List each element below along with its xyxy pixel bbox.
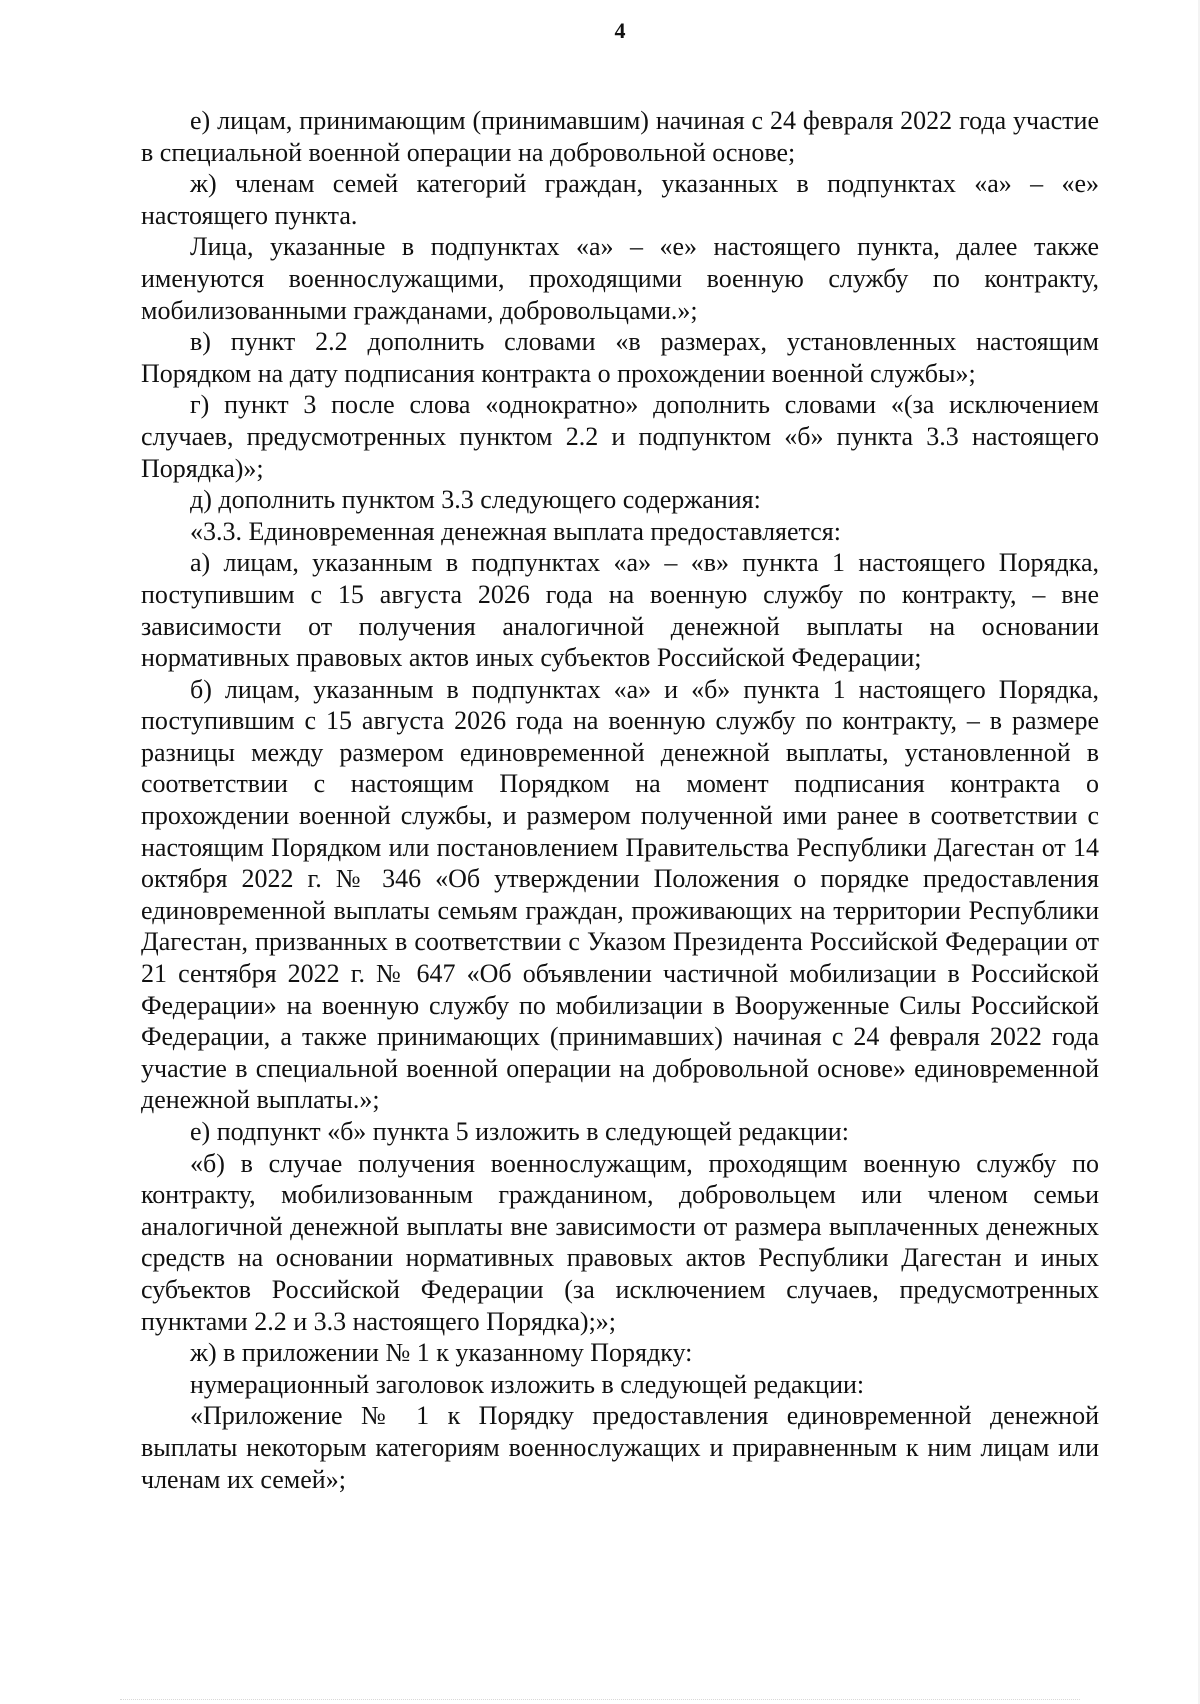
paragraph-clause-3-3-a: а) лицам, указанным в подпунктах «а» – «в» пункта 1 настоящего Порядка, поступившим с 15 августа 2026 года на военную службу по контракту, – вне зависимости от получения аналогичной денежной выплаты на основании нормативных правовых актов иных субъектов Российской Федерации; bbox=[141, 548, 1099, 673]
scan-bottom-edge bbox=[120, 1698, 1080, 1700]
paragraph-subclause-b: «б) в случае получения военнослужащим, проходящим военную службу по контракту, мобилизованным гражданином, добровольцем или членом семьи аналогичной денежной выплаты вне зависимости от размера выплаченных денежных средств на основании нормативных правовых актов Республики Дагестан и иных субъектов Российской Федерации (за исключением случаев, предусмотренных пунктами 2.2 и 3.3 настоящего Порядка);»; bbox=[141, 1148, 1099, 1336]
paragraph-appendix-heading: «Приложение № 1 к Порядку предоставления единовременной денежной выплаты некоторым категориям военнослужащих и приравненным к ним лицам или членам их семей»; bbox=[141, 1401, 1099, 1494]
paragraph-clause-3-3: «3.3. Единовременная денежная выплата предоставляется: bbox=[190, 516, 841, 546]
paragraph-amend-v: в) пункт 2.2 дополнить словами «в размерах, установленных настоящим Порядком на дату подписания контракта о прохождении военной службы»; bbox=[141, 327, 1099, 388]
paragraph-amend-zh: ж) в приложении № 1 к указанному Порядку: bbox=[190, 1338, 693, 1368]
paragraph-item-e: е) лицам, принимающим (принимавшим) начиная с 24 февраля 2022 года участие в специальной военной операции на добровольной основе; bbox=[141, 106, 1099, 167]
paragraph-amend-d: д) дополнить пунктом 3.3 следующего содержания: bbox=[190, 485, 761, 515]
paragraph-clause-3-3-b: б) лицам, указанным в подпунктах «а» и «б» пункта 1 настоящего Порядка, поступившим с 15 августа 2026 года на военную службу по контракту, – в размере разницы между размером единовременной денежной выплаты, установленной в соответствии с настоящим Порядком на момент подписания контракта о прохождении военной службы, и размером полученной ими ранее в соответствии с настоящим Порядком или постановлением Правительства Республики Дагестан от 14 октября 2022 г. № 346 «Об утверждении Положения о порядке предоставления единовременной выплаты семьям граждан, проживающих на территории Республики Дагестан, призванных в соответствии с Указом Президента Российской Федерации от 21 сентября 2022 г. № 647 «Об объявлении частичной мобилизации в Российской Федерации» на военную службу по мобилизации в Вооруженные Силы Российской Федерации, а также принимающих (принимавших) начиная с 24 февраля 2022 года участие в специальной военной операции на добровольной основе» единовременной денежной выплаты.»; bbox=[141, 674, 1099, 1115]
page-number: 4 bbox=[614, 18, 626, 43]
paragraph-amend-e: е) подпункт «б» пункта 5 изложить в следующей редакции: bbox=[190, 1117, 849, 1146]
paragraph-heading-instruction: нумерационный заголовок изложить в следующей редакции: bbox=[190, 1369, 865, 1399]
paragraph-item-zh: ж) членам семей категорий граждан, указанных в подпунктах «а» – «е» настоящего пункта. bbox=[141, 169, 1099, 230]
paragraph-definition: Лица, указанные в подпунктах «а» – «е» настоящего пункта, далее также именуются военнослужащими, проходящими военную службу по контракту, мобилизованными гражданами, добровольцами.»; bbox=[141, 232, 1099, 325]
paragraph-amend-g: г) пункт 3 после слова «однократно» дополнить словами «(за исключением случаев, предусмотренных пунктом 2.2 и подпунктом «б» пункта 3.3 настоящего Порядка)»; bbox=[141, 390, 1099, 483]
document-body bbox=[141, 105, 1099, 1495]
